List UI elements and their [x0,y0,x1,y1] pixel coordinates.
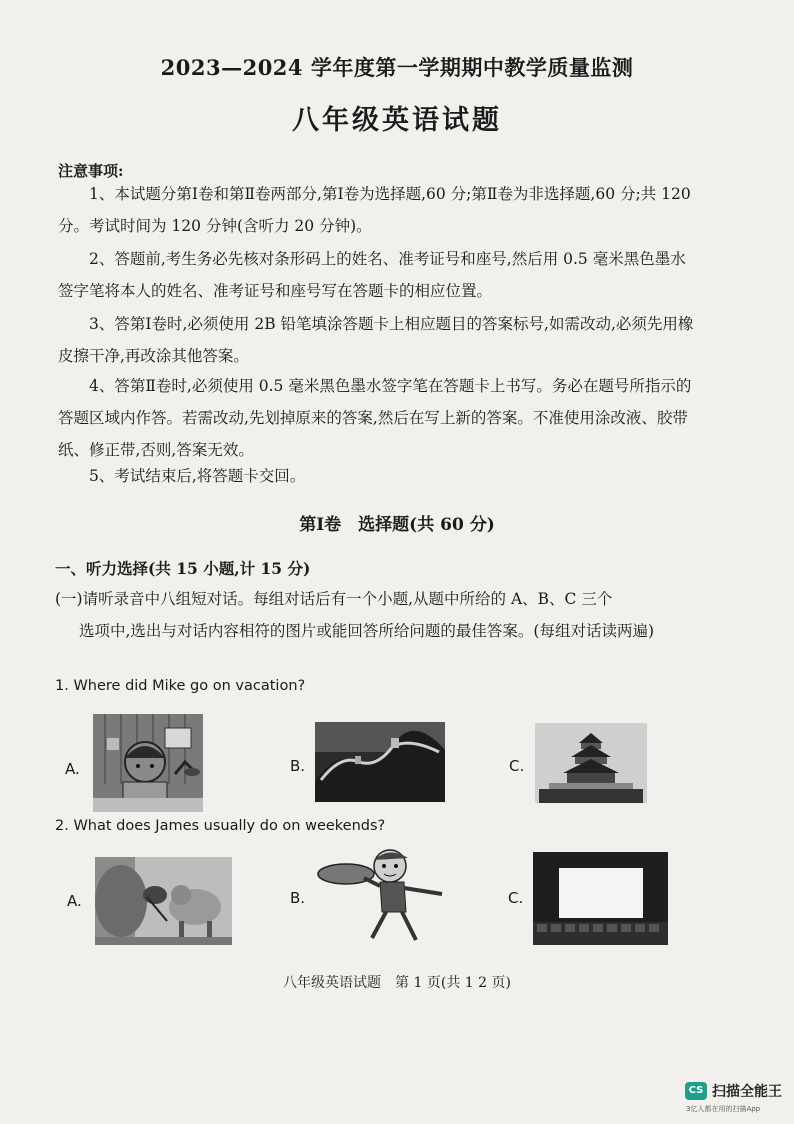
note-item-2: 2、答题前,考生务必先核对条形码上的姓名、准考证号和座号,然后用 0.5 毫米黑色墨水签字笔将本人的姓名、准考证号和座号写在答题卡的相应位置。 [58,250,686,300]
note-item-4: 4、答第Ⅱ卷时,必须使用 0.5 毫米黑色墨水签字笔在答题卡上书写。务必在题号所指示的答题区域内作答。若需改动,先划掉原来的答案,然后在写上新的答案。不准使用涂改液、胶带纸、修正带,否则,答案无效。 [58,377,692,459]
playing-frisbee-image [312,848,457,945]
q2-picture-a [95,857,232,945]
boy-studying-at-desk-image [93,714,203,812]
part-title: 第Ⅰ卷 选择题(共 60 分) [299,515,495,535]
note-item-1: 1、本试题分第Ⅰ卷和第Ⅱ卷两部分,第Ⅰ卷为选择题,60 分;第Ⅱ卷为非选择题,60 分;共 120 分。考试时间为 120 分钟(含听力 20 分钟)。 [58,185,691,235]
q2-picture-b [312,848,457,945]
q1-option-b-label: B. [290,757,306,775]
q1-option-c-label: C. [509,757,525,775]
note-item-5: 5、考试结束后,将答题卡交回。 [89,467,306,485]
q2-option-c-label: C. [508,889,524,907]
note-item-3: 3、答第Ⅰ卷时,必须使用 2B 铅笔填涂答题卡上相应题目的答案标号,如需改动,必须先用橡皮擦干净,再改涂其他答案。 [58,315,694,365]
q1-picture-b [315,722,445,802]
great-wall-image [315,722,445,802]
camscanner-name: 扫描全能王 [712,1084,782,1100]
cinema-screen-image [533,852,668,945]
page-footer: 八年级英语试题 第 1 页(共 1 2 页) [283,975,511,991]
instructions-rest: 选项中,选出与对话内容相符的图片或能回答所给问题的最佳答案。(每组对话读两遍) [79,622,655,640]
camscanner-logo: CS [685,1082,707,1100]
section-instructions [55,583,705,647]
q1-option-a-label: A. [65,760,80,778]
instructions-line-1: (一)请听录音中八组短对话。每组对话后有一个小题,从题中所给的 A、B、C 三个 [55,590,613,608]
temple-of-heaven-image [535,723,647,803]
q1-picture-a [93,714,203,812]
q2-picture-c [533,852,668,945]
q1-picture-c [535,723,647,803]
walking-dogs-image [95,857,232,945]
exam-subtitle: 八年级英语试题 [292,105,502,136]
notes-heading: 注意事项: [58,162,124,180]
question-1-text: 1. Where did Mike go on vacation? [55,678,306,694]
q2-option-a-label: A. [67,892,82,910]
section-heading: 一、听力选择(共 15 小题,计 15 分) [55,559,311,578]
exam-title: 2023—2024 学年度第一学期期中教学质量监测 [160,55,634,80]
question-2-text: 2. What does James usually do on weekends? [55,818,386,834]
camscanner-tagline: 3亿人都在用的扫描App [686,1105,761,1113]
q2-option-b-label: B. [290,889,306,907]
